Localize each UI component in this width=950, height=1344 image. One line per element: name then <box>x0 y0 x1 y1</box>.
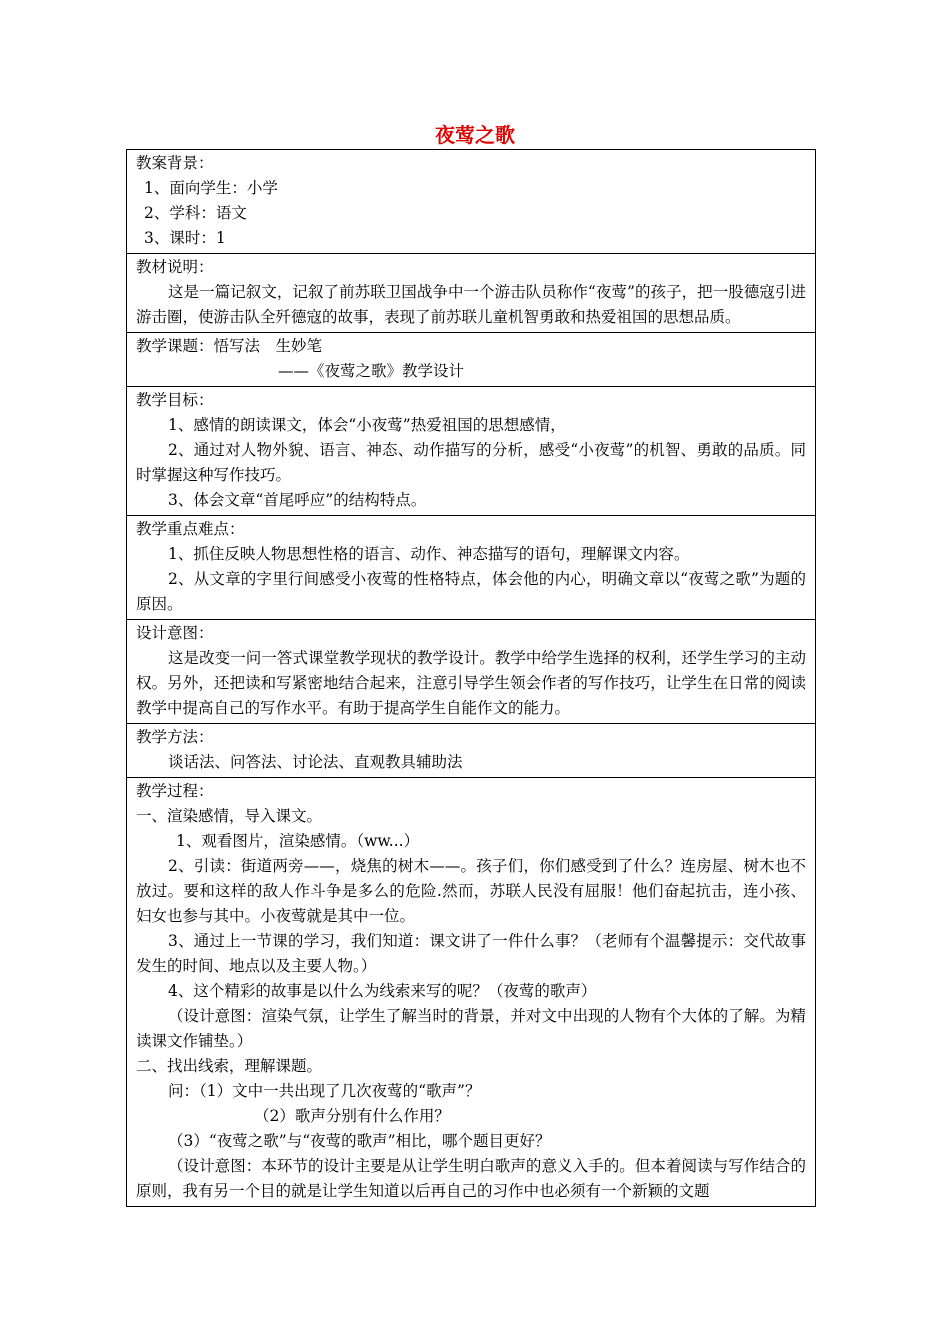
methods-heading: 教学方法： <box>136 728 214 746</box>
lesson-plan-table <box>126 149 816 1207</box>
document-title: 夜莺之歌 <box>435 123 515 147</box>
process-note: （设计意图：渲染气氛，让学生了解当时的背景，并对文中出现的人物有个大体的了解。为精读课文作铺垫。） <box>136 1007 806 1050</box>
design-intent-cell <box>127 620 815 724</box>
process-heading: 教学过程： <box>136 782 214 800</box>
process-step: 4、这个精彩的故事是以什么为线索来写的呢？（夜莺的歌声） <box>168 982 597 1000</box>
objective-item: 1、感情的朗读课文，体会“小夜莺”热爱祖国的思想感情， <box>168 416 566 434</box>
process-cell <box>127 778 815 1206</box>
process-section-2: 二、找出线索，理解课题。 <box>136 1057 323 1075</box>
topic-subtitle: ——《夜莺之歌》教学设计 <box>278 362 465 380</box>
process-section-1: 一、渲染感情，导入课文。 <box>136 807 323 825</box>
process-step: 3、通过上一节课的学习，我们知道：课文讲了一件什么事？（老师有个温馨提示：交代故事发生的时间、地点以及主要人物。） <box>136 932 806 975</box>
key-points-cell <box>127 516 815 620</box>
material-cell <box>127 254 815 333</box>
objectives-heading: 教学目标： <box>136 391 214 409</box>
background-heading: 教案背景： <box>136 154 214 172</box>
design-intent-heading: 设计意图： <box>136 624 214 642</box>
process-step: 1、观看图片，渲染感情。（ww...） <box>176 832 420 850</box>
objective-item: 3、体会文章“首尾呼应”的结构特点。 <box>168 491 427 509</box>
process-question: （2）歌声分别有什么作用？ <box>254 1107 450 1125</box>
objectives-cell <box>127 387 815 516</box>
process-note: （设计意图：本环节的设计主要是从让学生明白歌声的意义入手的。但本着阅读与写作结合的原则，我有另一个目的就是让学生知道以后再自己的习作中也必须有一个新颖的文题 <box>136 1157 806 1200</box>
topic-cell <box>127 333 815 387</box>
process-question: （3）“夜莺之歌”与“夜莺的歌声”相比，哪个题目更好？ <box>168 1132 551 1150</box>
objective-item: 2、通过对人物外貌、语言、神态、动作描写的分析，感受“小夜莺”的机智、勇敢的品质。同时掌握这种写作技巧。 <box>136 441 806 484</box>
material-heading: 教材说明： <box>136 258 214 276</box>
design-intent-text: 这是改变一问一答式课堂教学现状的教学设计。教学中给学生选择的权利，还学生学习的主动权。另外，还把读和写紧密地结合起来，注意引导学生领会作者的写作技巧，让学生在日常的阅读教学中提高自己的写作水平。有助于提高学生自能作文的能力。 <box>136 649 806 717</box>
background-item: 3、课时：1 <box>144 229 226 247</box>
background-item: 1、面向学生：小学 <box>144 179 278 197</box>
key-point-item: 2、从文章的字里行间感受小夜莺的性格特点，体会他的内心，明确文章以“夜莺之歌”为题的原因。 <box>136 570 806 613</box>
topic-heading: 教学课题：悟写法 生妙笔 <box>136 337 323 355</box>
key-point-item: 1、抓住反映人物思想性格的语言、动作、神态描写的语句，理解课文内容。 <box>168 545 690 563</box>
background-cell <box>127 150 815 254</box>
material-text: 这是一篇记叙文，记叙了前苏联卫国战争中一个游击队员称作“夜莺”的孩子，把一股德寇引进游击圈，使游击队全歼德寇的故事，表现了前苏联儿童机智勇敢和热爱祖国的思想品质。 <box>136 283 806 326</box>
process-question: 问：（1）文中一共出现了几次夜莺的“歌声”？ <box>168 1082 481 1100</box>
methods-cell <box>127 724 815 778</box>
methods-text: 谈话法、问答法、讨论法、直观教具辅助法 <box>168 753 463 771</box>
key-points-heading: 教学重点难点： <box>136 520 245 538</box>
background-item: 2、学科：语文 <box>144 204 247 222</box>
process-step: 2、引读：街道两旁——，烧焦的树木——。孩子们，你们感受到了什么？连房屋、树木也不放过。要和这样的敌人作斗争是多么的危险.然而，苏联人民没有屈服！他们奋起抗击，连小孩、妇女也参与其中。小夜莺就是其中一位。 <box>136 857 806 925</box>
